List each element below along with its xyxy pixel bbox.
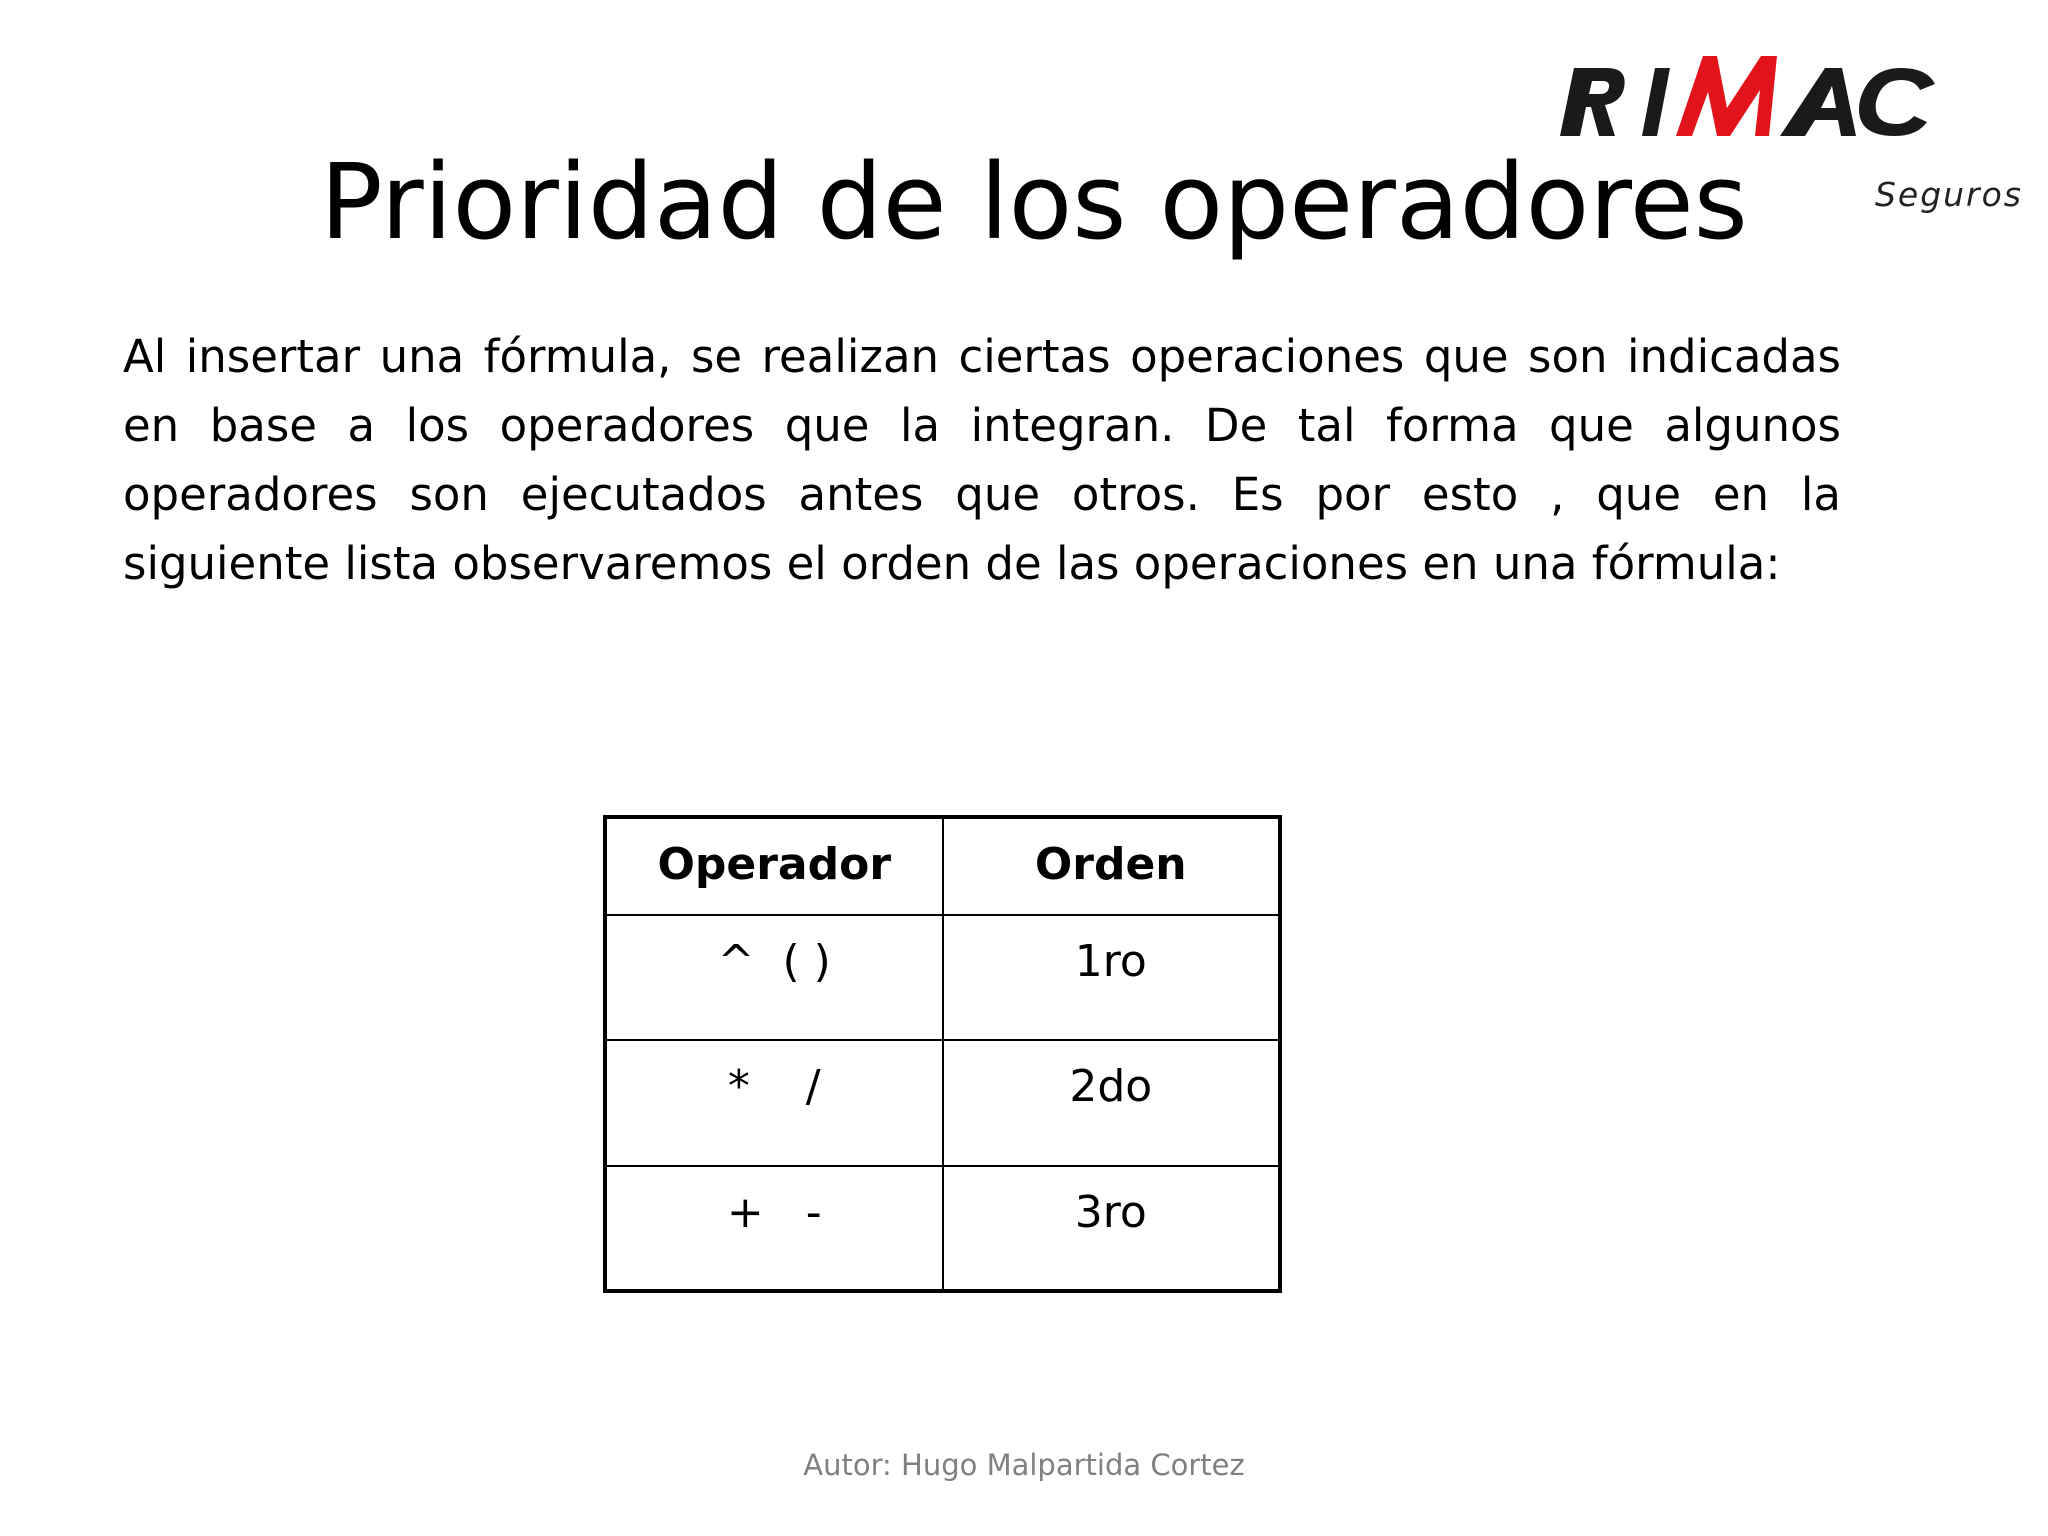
operator-cell: ^ ( ) [605, 915, 943, 1040]
order-cell: 3ro [943, 1166, 1281, 1291]
table-row [605, 915, 1280, 1040]
operator-cell: + - [605, 1166, 943, 1291]
order-cell: 1ro [943, 915, 1281, 1040]
order-cell: 2do [943, 1040, 1281, 1165]
table-header-row [605, 817, 1280, 915]
header-orden: Orden [943, 817, 1281, 915]
rimac-logo-mark [1555, 50, 2033, 150]
operator-priority-table [603, 815, 1282, 1293]
intro-paragraph: Al insertar una fórmula, se realizan ciertas operaciones que son indicadas en base a los operadores que la integran. De tal forma que algunos operadores son ejecutados antes que otros. Es por esto , que en la siguiente lista observaremos el orden de las operaciones en una fórmula: [123, 330, 1841, 590]
header-operador: Operador [605, 817, 943, 915]
operator-cell: * / [605, 1040, 943, 1165]
table-row [605, 1166, 1280, 1291]
logo-subtitle: Seguros [1874, 175, 2023, 214]
slide-title: Prioridad de los operadores [320, 141, 1748, 263]
table-row [605, 1040, 1280, 1165]
author-footer: Autor: Hugo Malpartida Cortez [803, 1448, 1245, 1482]
